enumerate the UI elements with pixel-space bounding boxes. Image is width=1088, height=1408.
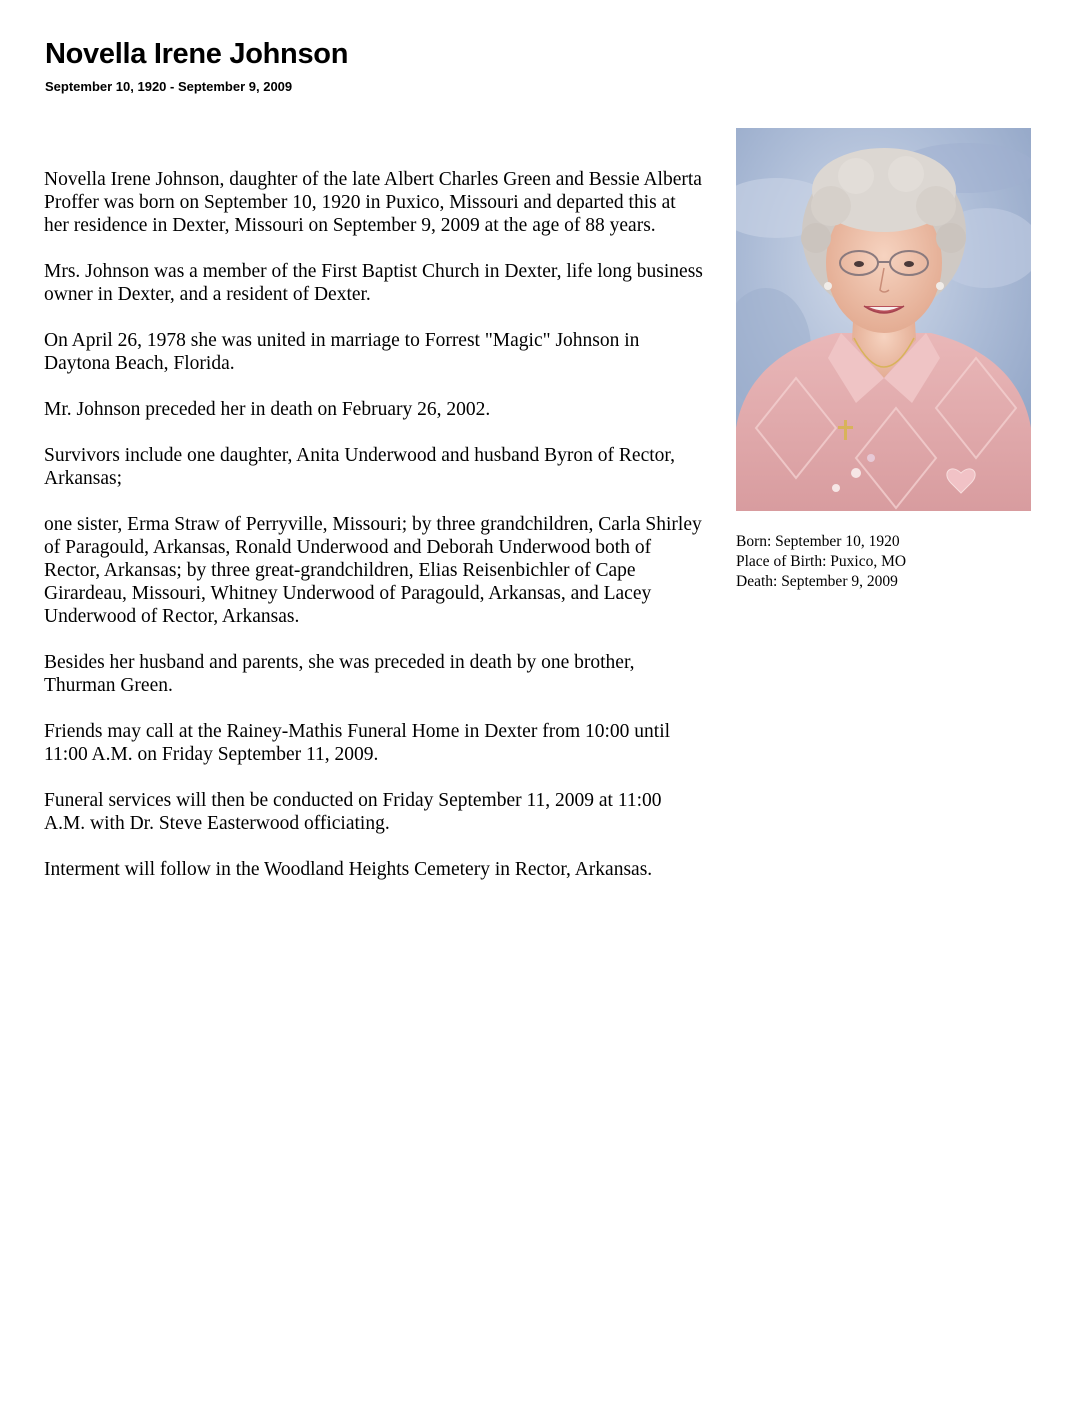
paragraph-husband-death: Mr. Johnson preceded her in death on February 26, 2002. — [44, 399, 491, 420]
obituary-body — [44, 168, 704, 904]
paragraph-preceded: Besides her husband and parents, she was preceded in death by one brother, Thurman Green. — [44, 652, 635, 696]
paragraph-survivors-family: one sister, Erma Straw of Perryville, Missouri; by three grandchildren, Carla Shirley of Paragould, Arkansas, Ronald Underwood and Deborah Underwood both of Rector, Arkansas; by three great-grandchildren, Elias Reisenbichler of Cape Girardeau, Missouri, Whitney Underwood of Paragould, Arkansas, and Lacey Underwood of Rector, Arkansas. — [44, 514, 702, 627]
obituary-name-title: Novella Irene Johnson — [45, 38, 349, 70]
death-date: Death: September 9, 2009 — [736, 573, 898, 590]
paragraph-membership: Mrs. Johnson was a member of the First Baptist Church in Dexter, life long business owner in Dexter, and a resident of Dexter. — [44, 261, 703, 305]
paragraph-funeral: Funeral services will then be conducted on Friday September 11, 2009 at 11:00 A.M. with Dr. Steve Easterwood officiating. — [44, 790, 662, 834]
paragraph-survivors-daughter: Survivors include one daughter, Anita Underwood and husband Byron of Rector, Arkansas; — [44, 445, 675, 489]
life-dates: September 10, 1920 - September 9, 2009 — [45, 79, 293, 94]
portrait-photo — [736, 128, 1031, 511]
paragraph-visitation: Friends may call at the Rainey-Mathis Funeral Home in Dexter from 10:00 until 11:00 A.M. on Friday September 11, 2009. — [44, 721, 671, 765]
paragraph-parentage: Novella Irene Johnson, daughter of the late Albert Charles Green and Bessie Alberta Proffer was born on September 10, 1920 in Puxico, Missouri and departed this at her residence in Dexter, Missouri on September 9, 2009 at the age of 88 years. — [44, 169, 702, 236]
birth-place: Place of Birth: Puxico, MO — [736, 553, 907, 570]
vital-info-sidebar — [736, 532, 1036, 592]
portrait-photo-icon — [736, 128, 1031, 511]
paragraph-interment: Interment will follow in the Woodland Heights Cemetery in Rector, Arkansas. — [44, 859, 653, 880]
born-date: Born: September 10, 1920 — [736, 533, 900, 550]
paragraph-marriage: On April 26, 1978 she was united in marriage to Forrest "Magic" Johnson in Daytona Beach, Florida. — [44, 330, 640, 374]
